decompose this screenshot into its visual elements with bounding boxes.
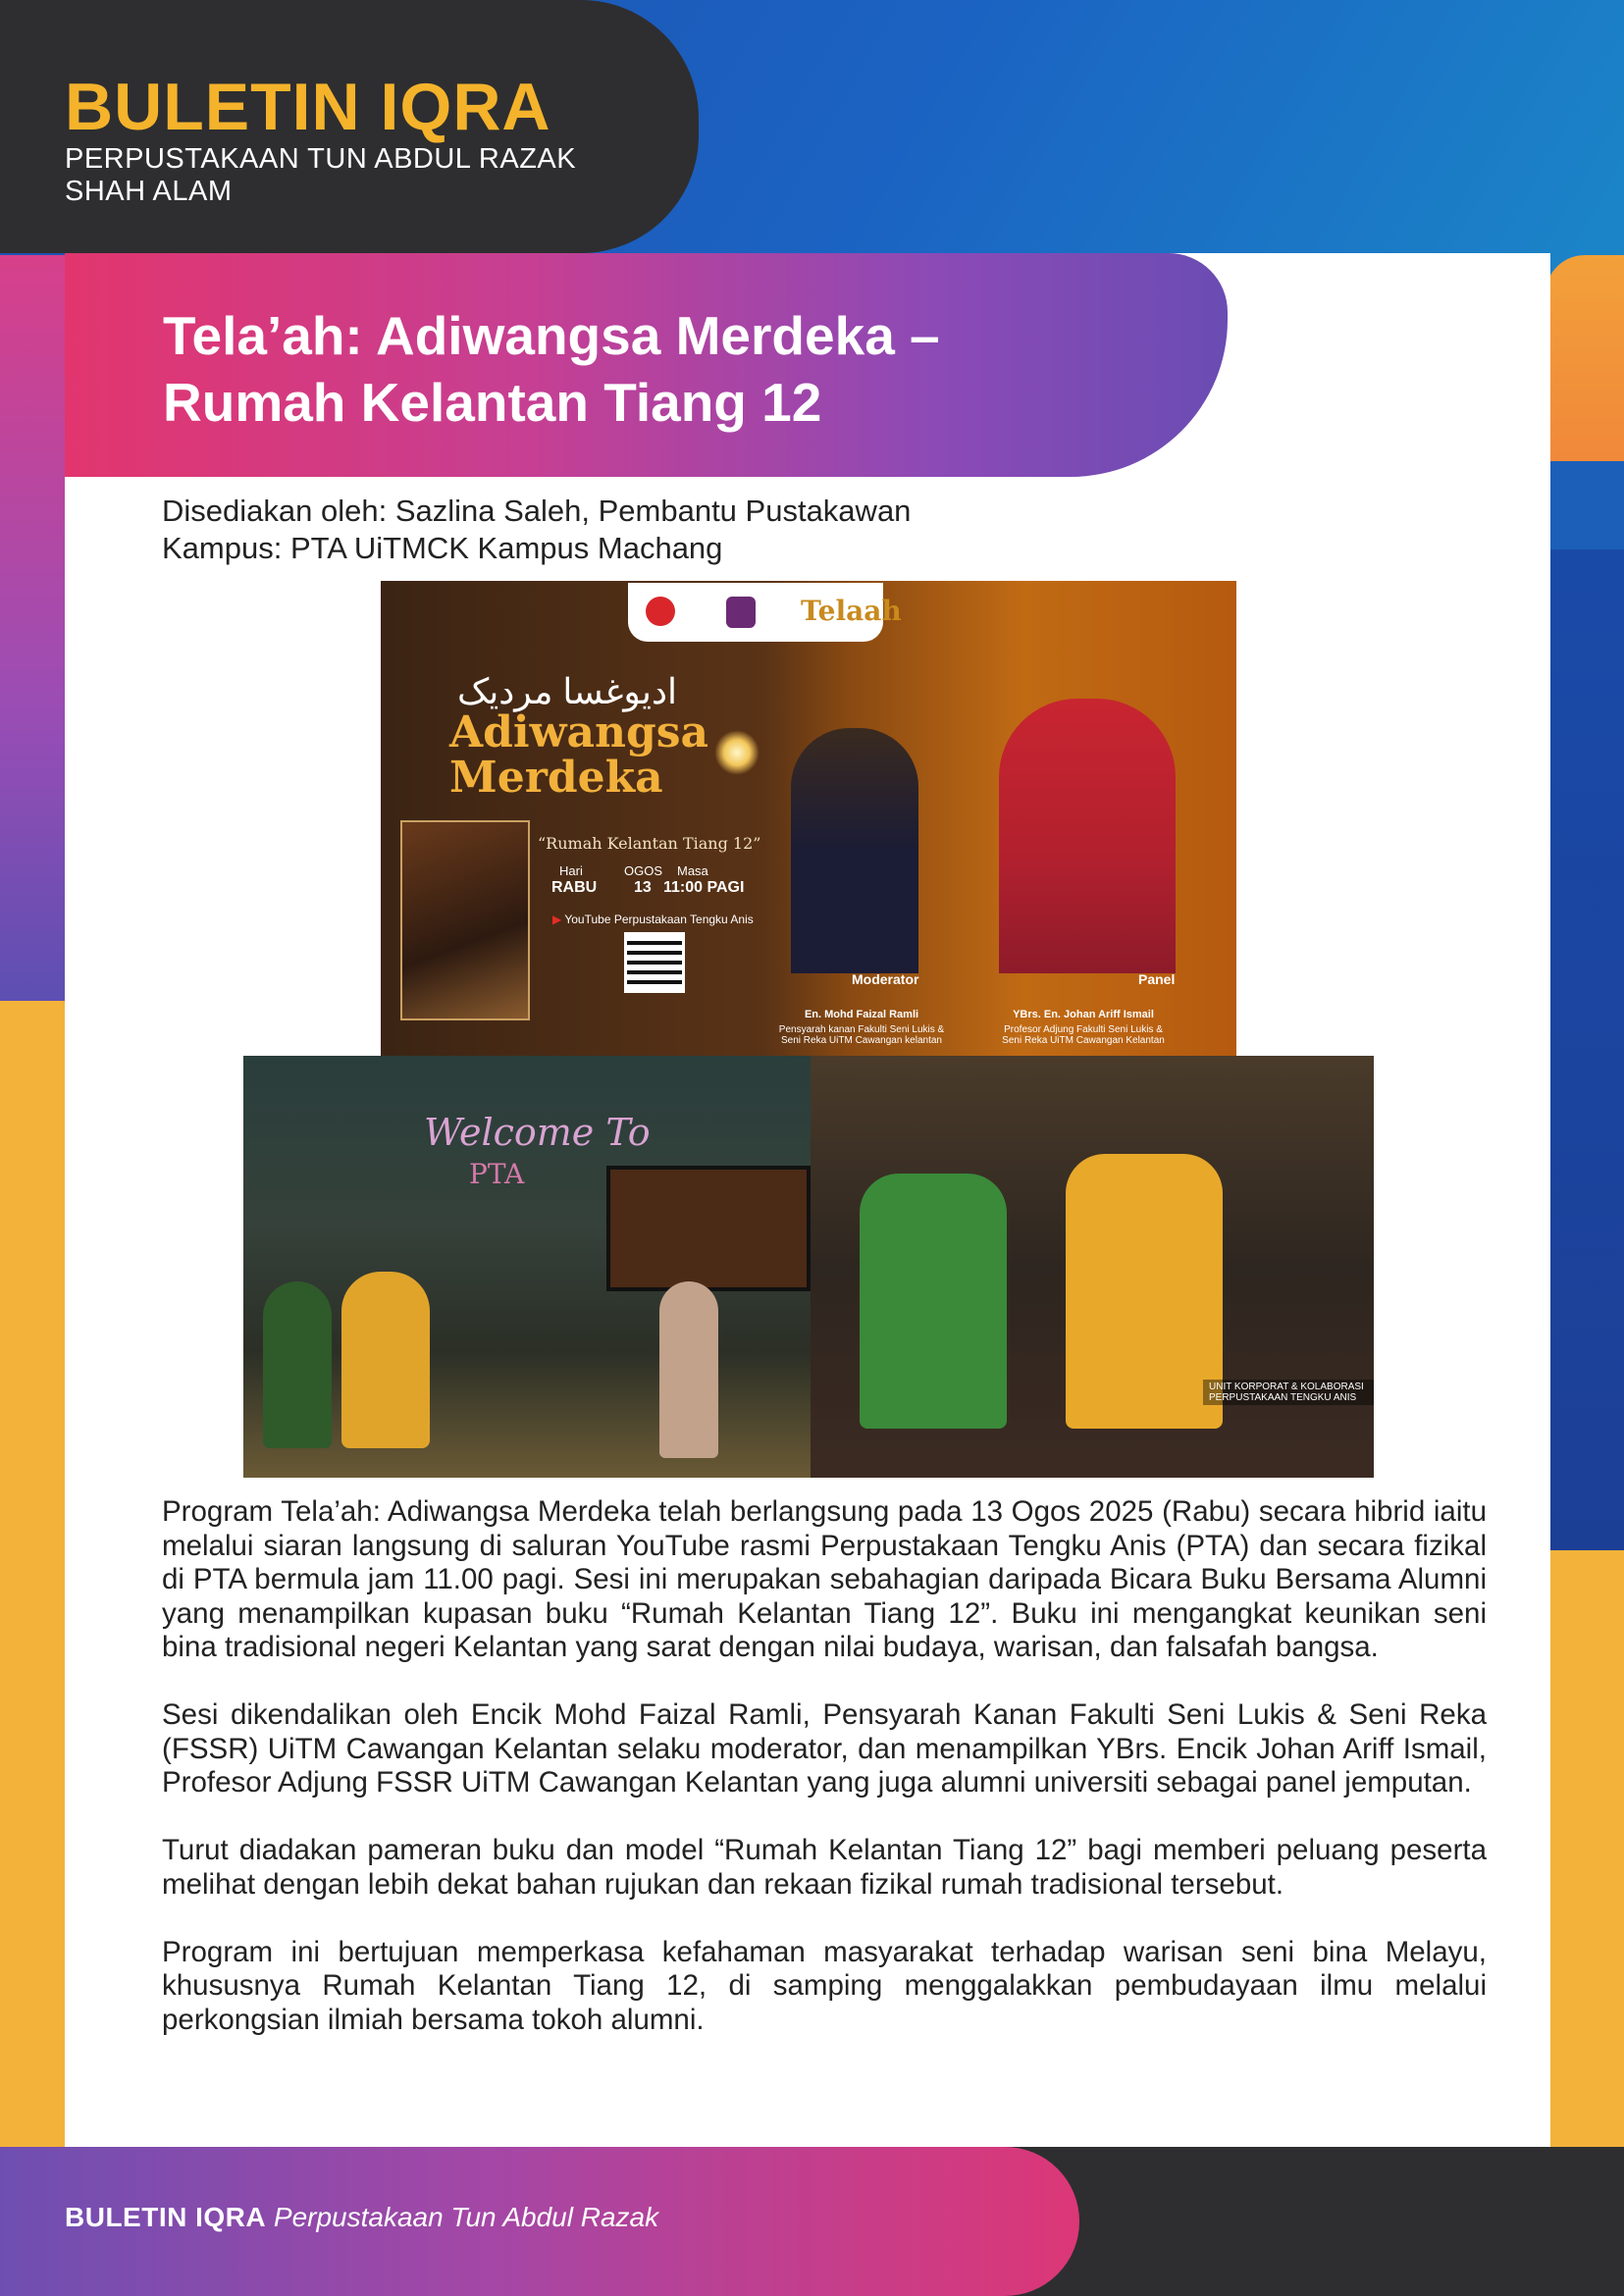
photo-caption: UNIT KORPORAT & KOLABORASI PERPUSTAKAAN TENGKU ANIS — [1203, 1380, 1374, 1405]
poster-youtube — [552, 913, 754, 926]
qr-code — [624, 932, 685, 993]
poster-time: 11:00 PAGI — [663, 879, 745, 896]
poster-logo-strip — [628, 583, 902, 642]
person-figure — [860, 1174, 1007, 1429]
footer-tagline: Perpustakaan Tun Abdul Razak — [273, 2202, 659, 2232]
poster-month-label: OGOS — [624, 863, 663, 878]
event-photo-left — [243, 1056, 811, 1478]
poster-jawi-title: اديوغسا مرديک — [457, 671, 677, 711]
panel-role: Panel — [1138, 971, 1176, 987]
article-title-line1: Tela’ah: Adiwangsa Merdeka – — [163, 305, 940, 366]
footer-text — [65, 2202, 658, 2233]
poster-time-label: Masa — [677, 863, 708, 878]
panel-photo — [999, 699, 1176, 973]
pta-sign: PTA — [469, 1158, 525, 1190]
sparkle-icon — [714, 730, 760, 775]
poster-date: 13 — [634, 879, 652, 896]
article-title — [163, 302, 1193, 436]
right-accent-blue — [1545, 549, 1624, 1550]
byline — [162, 493, 911, 567]
campus: Kampus: PTA UiTMCK Kampus Machang — [162, 531, 723, 565]
person-figure — [659, 1281, 718, 1458]
poster-subtitle: “Rumah Kelantan Tiang 12” — [538, 834, 761, 853]
masthead-subtitle-line2: SHAH ALAM — [65, 176, 233, 207]
masthead-title: BULETIN IQRA — [65, 70, 551, 144]
footer-brand: BULETIN IQRA — [65, 2202, 267, 2232]
article-paragraph: Turut diadakan pameran buku dan model “Rumah Kelantan Tiang 12” bagi memberi peluang peserta melihat dengan lebih dekat bahan rujukan dan rekaan fizikal rumah tradisional tersebut. — [162, 1834, 1487, 1901]
person-figure — [1066, 1154, 1223, 1429]
poster-day-label: Hari — [559, 863, 583, 878]
panel-title: Profesor Adjung Fakulti Seni Lukis & Seni Reka UiTM Cawangan Kelantan — [1002, 1024, 1165, 1046]
poster-title — [449, 707, 709, 803]
telaah-logo: Telaah — [801, 595, 902, 627]
poster-day: RABU — [551, 879, 598, 896]
event-photo-right — [811, 1056, 1374, 1478]
right-accent-yellow — [1545, 1550, 1624, 2178]
event-poster-image — [381, 581, 1236, 1056]
article-paragraph: Program ini bertujuan memperkasa kefahaman masyarakat terhadap warisan seni bina Melayu, khususnya Rumah Kelantan Tiang 12, di samping menggalakkan pembudayaan ilmu melalui perkongsian ilmiah bersama tokoh alumni. — [162, 1935, 1487, 2036]
moderator-photo — [791, 728, 918, 973]
masthead-subtitle — [65, 143, 576, 208]
moderator-title: Pensyarah kanan Fakulti Seni Lukis & Seni Reka UiTM Cawangan kelantan — [778, 1024, 945, 1046]
poster-title-line2: Merdeka — [449, 753, 663, 803]
article-paragraph: Sesi dikendalikan oleh Encik Mohd Faizal Ramli, Pensyarah Kanan Fakulti Seni Lukis & Seni Reka (FSSR) UiTM Cawangan Kelantan selaku moderator, dan menampilkan YBrs. Encik Johan Ariff Ismail, Profesor Adjung FSSR UiTM Cawangan Kelantan yang juga alumni universiti sebagai panel jemputan. — [162, 1698, 1487, 1799]
masthead-subtitle-line1: PERPUSTAKAAN TUN ABDUL RAZAK — [65, 143, 577, 175]
event-screen-image — [606, 1166, 811, 1291]
welcome-sign: Welcome To — [424, 1111, 651, 1154]
moderator-role: Moderator — [852, 971, 919, 987]
article-paragraph: Program Tela’ah: Adiwangsa Merdeka telah berlangsung pada 13 Ogos 2025 (Rabu) secara hibrid iaitu melalui siaran langsung di saluran YouTube rasmi Perpustakaan Tengku Anis (PTA) dan secara fizikal di PTA bermula jam 11.00 pagi. Sesi ini merupakan sebahagian daripada Bicara Buku Bersama Alumni yang menampilkan kupasan buku “Rumah Kelantan Tiang 12”. Buku ini mengangkat keunikan seni bina tradisional negeri Kelantan yang sarat dengan nilai budaya, warisan, dan falsafah bangsa. — [162, 1495, 1487, 1663]
masthead — [0, 0, 699, 253]
malaysia-madani-logo-icon — [646, 597, 675, 626]
uitm-logo-icon — [726, 597, 756, 628]
poster-youtube-label: YouTube Perpustakaan Tengku Anis — [564, 913, 754, 926]
person-figure — [341, 1272, 430, 1448]
youtube-icon: ▶ — [552, 913, 562, 926]
panel-name: YBrs. En. Johan Ariff Ismail — [1013, 1009, 1154, 1020]
prepared-by: Disediakan oleh: Sazlina Saleh, Pembantu Pustakawan — [162, 494, 912, 528]
article-body — [162, 1495, 1487, 2071]
poster-title-line1: Adiwangsa — [449, 707, 709, 757]
person-figure — [263, 1281, 332, 1448]
event-photo-collage — [243, 1056, 1374, 1478]
article-title-line2: Rumah Kelantan Tiang 12 — [163, 372, 822, 433]
book-cover-image — [400, 820, 530, 1020]
article-title-banner — [65, 253, 1228, 477]
moderator-name: En. Mohd Faizal Ramli — [804, 1009, 919, 1020]
